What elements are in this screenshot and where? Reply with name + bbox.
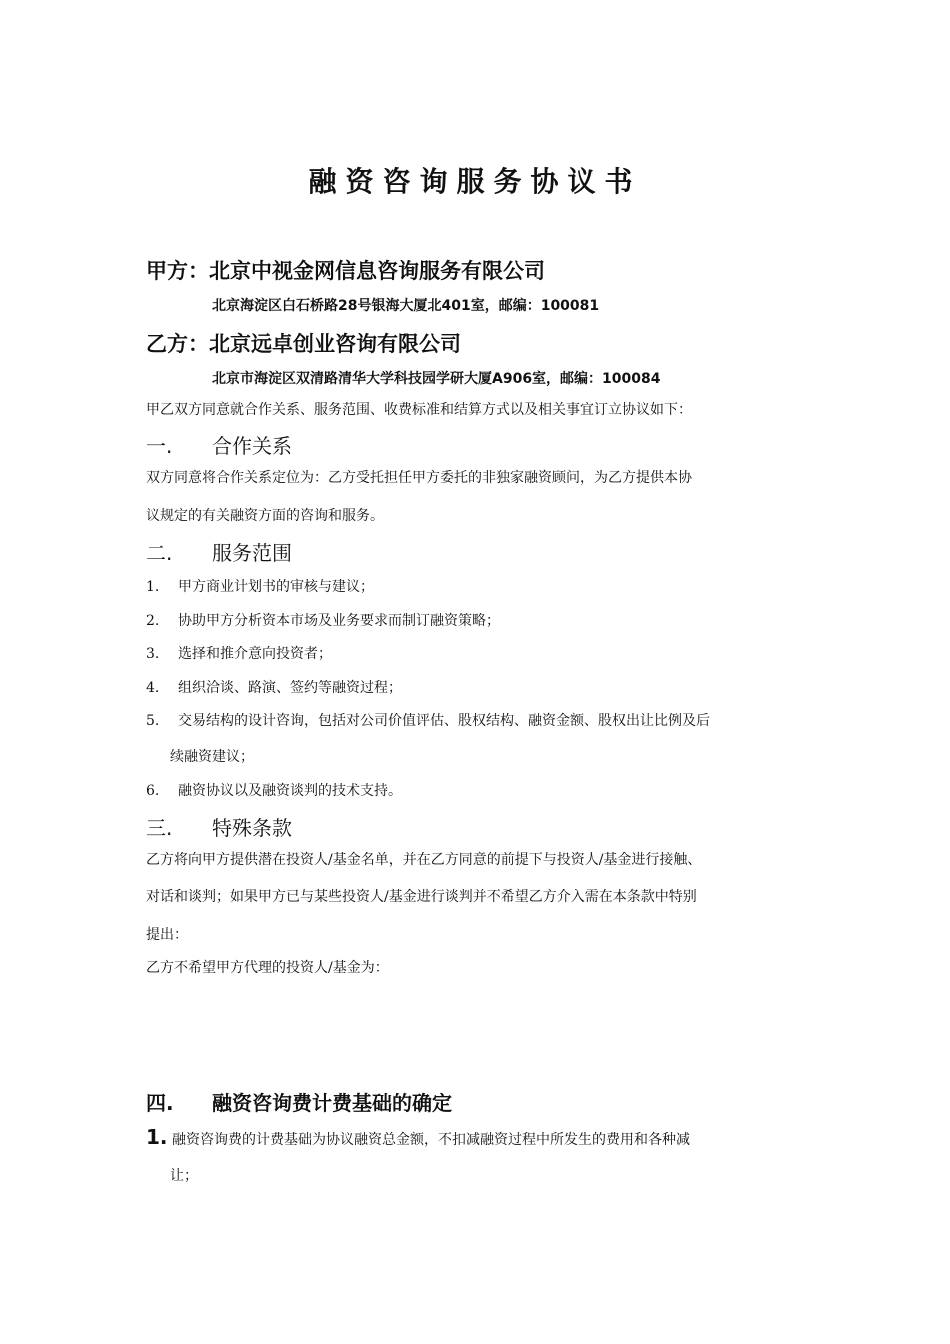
list-item: 6. 融资协议以及融资谈判的技术支持。 <box>146 783 402 799</box>
section-heading-service-scope <box>146 537 292 566</box>
section-number: 二. <box>146 541 173 565</box>
party-b-name: 乙方：北京远卓创业咨询有限公司 <box>146 332 461 356</box>
section-1-line-2: 议规定的有关融资方面的咨询和服务。 <box>146 508 384 524</box>
section-title: 特殊条款 <box>212 816 292 840</box>
list-item: 1. 融资咨询费的计费基础为协议融资总金额，不扣减融资过程中所发生的费用和各种减 <box>146 1125 690 1149</box>
party-b-address: 北京市海淀区双清路清华大学科技园学研大厦A906室，邮编：100084 <box>212 371 661 387</box>
list-item: 5. 交易结构的设计咨询，包括对公司价值评估、股权结构、融资金额、股权出让比例及后 <box>146 713 710 729</box>
section-title: 融资咨询费计费基础的确定 <box>212 1091 452 1115</box>
party-a-name: 甲方：北京中视金网信息咨询服务有限公司 <box>146 259 545 283</box>
section-3-line-3: 提出： <box>146 927 188 943</box>
list-item: 3. 选择和推介意向投资者； <box>146 646 332 662</box>
section-title: 合作关系 <box>212 434 292 458</box>
list-item: 4. 组织洽谈、路演、签约等融资过程； <box>146 680 402 696</box>
section-3-line-1: 乙方将向甲方提供潜在投资人/基金名单，并在乙方同意的前提下与投资人/基金进行接触、 <box>146 852 702 868</box>
section-heading-cooperation <box>146 430 292 459</box>
section-title: 服务范围 <box>212 541 292 565</box>
list-item: 1. 甲方商业计划书的审核与建议； <box>146 579 374 595</box>
intro-paragraph: 甲乙双方同意就合作关系、服务范围、收费标准和结算方式以及相关事宜订立协议如下： <box>146 402 692 418</box>
list-item: 2. 协助甲方分析资本市场及业务要求而制订融资策略； <box>146 613 500 629</box>
section-number: 四. <box>146 1091 174 1115</box>
section-heading-special-terms <box>146 812 292 841</box>
section-3-line-4: 乙方不希望甲方代理的投资人/基金为： <box>146 960 389 976</box>
section-3-line-2: 对话和谈判；如果甲方已与某些投资人/基金进行谈判并不希望乙方介入需在本条款中特别 <box>146 889 697 905</box>
document-title: 融资咨询服务协议书 <box>308 165 642 198</box>
section-number: 三. <box>146 816 173 840</box>
list-item-continuation: 续融资建议； <box>170 749 254 765</box>
party-a-address: 北京海淀区白石桥路28号银海大厦北401室，邮编：100081 <box>212 298 600 314</box>
list-item-continuation: 让； <box>170 1168 198 1184</box>
section-number: 一. <box>146 434 173 458</box>
section-1-line-1: 双方同意将合作关系定位为：乙方受托担任甲方委托的非独家融资顾问，为乙方提供本协 <box>146 470 692 486</box>
section-heading-fee-basis <box>146 1087 452 1116</box>
